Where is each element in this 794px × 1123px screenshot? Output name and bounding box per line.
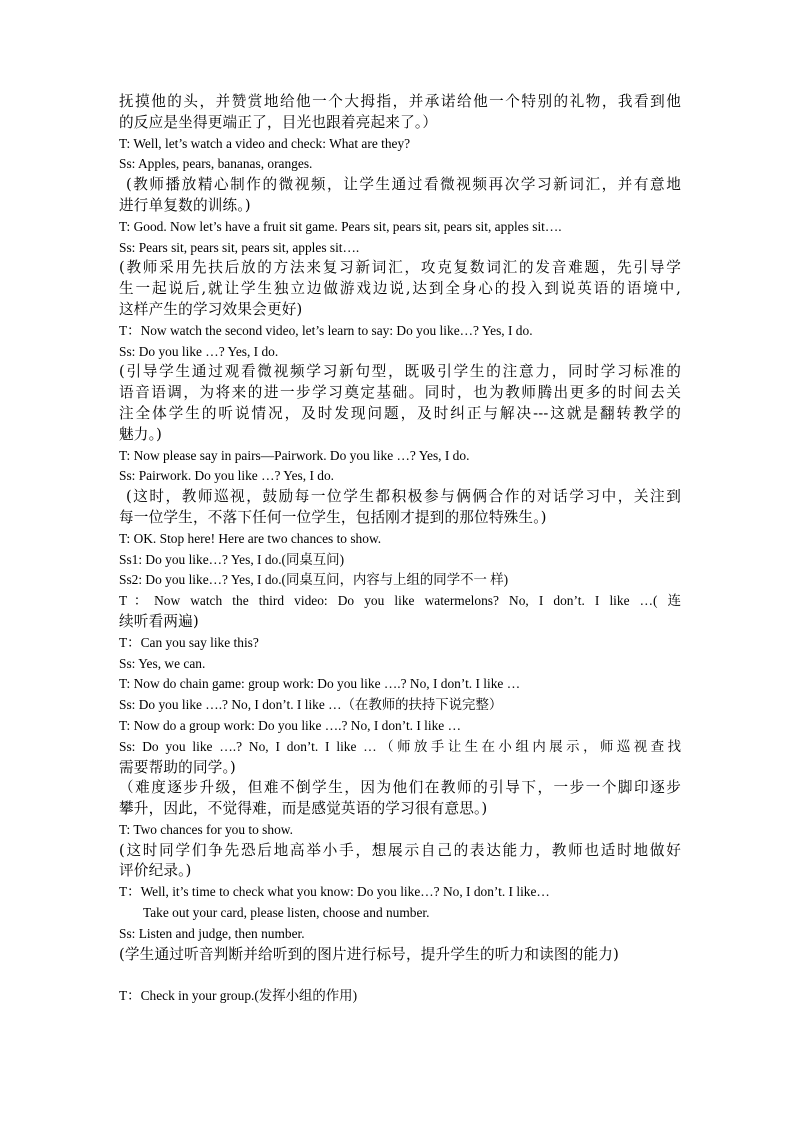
- dialogue-line: Ss: Apples, pears, bananas, oranges.: [119, 156, 313, 172]
- dialogue-line: T: Well, let’s watch a video and check: What are they?: [119, 135, 411, 151]
- dialogue-line: Ss: Listen and judge, then number.: [119, 925, 305, 941]
- dialogue-line: T：Check in your group.(发挥小组的作用): [119, 988, 358, 1004]
- dialogue-line: T: Now do a group work: Do you like ….? No, I don’t. I like …: [119, 717, 461, 733]
- dialogue-line: Ss1: Do you like…? Yes, I do.(同桌互问): [119, 551, 345, 567]
- document-page: [119, 92, 681, 1007]
- paragraph-line: 攀升，因此，不觉得难，而是感觉英语的学习很有意思。): [119, 800, 488, 818]
- dialogue-line: Take out your card, please listen, choose and number.: [143, 905, 430, 921]
- paragraph-line: （难度逐步升级，但难不倒学生，因为他们在教师的引导下，一步一个脚印逐步: [119, 779, 681, 797]
- dialogue-line: Ss: Do you like …? Yes, I do.: [119, 343, 279, 359]
- paragraph-line: 抚摸他的头，并赞赏地给他一个大拇指，并承诺给他一个特别的礼物，我看到他: [119, 93, 681, 110]
- dialogue-line: T：Now watch the second video, let’s learn to say: Do you like…? Yes, I do.: [119, 322, 533, 338]
- dialogue-line: T：Can you say like this?: [119, 634, 259, 650]
- paragraph-line: 每一位学生，不落下任何一位学生，包括刚才提到的那位特殊生。): [119, 508, 547, 526]
- paragraph-line: 生一起说后,就让学生独立边做游戏边说,达到全身心的投入到说英语的语境中,: [119, 280, 681, 298]
- dialogue-line: Ss: Pairwork. Do you like …? Yes, I do.: [119, 468, 334, 484]
- paragraph-line: 进行单复数的训练。): [119, 196, 251, 214]
- dialogue-line: T: Now do chain game: group work: Do you like ….? No, I don’t. I like …: [119, 676, 521, 692]
- paragraph-line: (这时同学们争先恐后地高举小手，想展示自己的表达能力，教师也适时地做好: [119, 841, 681, 859]
- dialogue-line: Ss: Pears sit, pears sit, pears sit, apples sit….: [119, 239, 360, 255]
- paragraph-line: 这样产生的学习效果会更好): [119, 300, 303, 318]
- dialogue-line: T: Two chances for you to show.: [119, 821, 293, 837]
- paragraph-line: (教师采用先扶后放的方法来复习新词汇，攻克复数词汇的发音难题，先引导学: [119, 259, 681, 277]
- paragraph-line: 的反应是坐得更端正了，目光也跟着亮起来了。）: [119, 113, 438, 131]
- paragraph-line: 语音语调，为将来的进一步学习奠定基础。同时，也为教师腾出更多的时间去关: [119, 384, 681, 402]
- dialogue-line: T: Now please say in pairs—Pairwork. Do you like …? Yes, I do.: [119, 447, 470, 463]
- paragraph-line: (教师播放精心制作的微视频，让学生通过看微视频再次学习新词汇，并有意地: [126, 176, 681, 194]
- paragraph-line: (引导学生通过观看微视频学习新句型，既吸引学生的注意力，同时学习标准的: [119, 363, 681, 381]
- dialogue-line: Ss2: Do you like…? Yes, I do.(同桌互问，内容与上组的同学不一 样): [119, 572, 509, 588]
- paragraph-line: 评价纪录。): [119, 862, 192, 880]
- blank-line: [119, 965, 681, 986]
- dialogue-line: T：Well, it’s time to check what you know: Do you like…? No, I don’t. I like…: [119, 884, 550, 900]
- dialogue-line: T: Good. Now let’s have a fruit sit game. Pears sit, pears sit, pears sit, apples sit….: [119, 218, 562, 234]
- paragraph-line: 注全体学生的听说情况，及时发现问题，及时纠正与解决---这就是翻转教学的: [119, 404, 681, 422]
- paragraph-line: 魅力。): [119, 425, 162, 443]
- dialogue-line: T: OK. Stop here! Here are two chances to show.: [119, 530, 382, 546]
- dialogue-line: Ss: Yes, we can.: [119, 655, 206, 671]
- dialogue-line: Ss: Do you like ….? No, I don’t. I like …（师放手让生在小组内展示，师巡视查找: [119, 738, 681, 754]
- dialogue-line: T：Now watch the third video: Do you like watermelons? No, I don’t. I like …( 连: [119, 593, 681, 609]
- paragraph-line: (这时，教师巡视，鼓励每一位学生都积极参与俩俩合作的对话学习中，关注到: [126, 488, 681, 506]
- paragraph-line: 需要帮助的同学。): [119, 758, 236, 776]
- dialogue-line: Ss: Do you like ….? No, I don’t. I like …（在教师的扶持下说完整）: [119, 697, 503, 713]
- paragraph-line: (学生通过听音判断并给听到的图片进行标号，提升学生的听力和读图的能力): [119, 945, 619, 963]
- paragraph-line: 续听看两遍): [119, 612, 199, 630]
